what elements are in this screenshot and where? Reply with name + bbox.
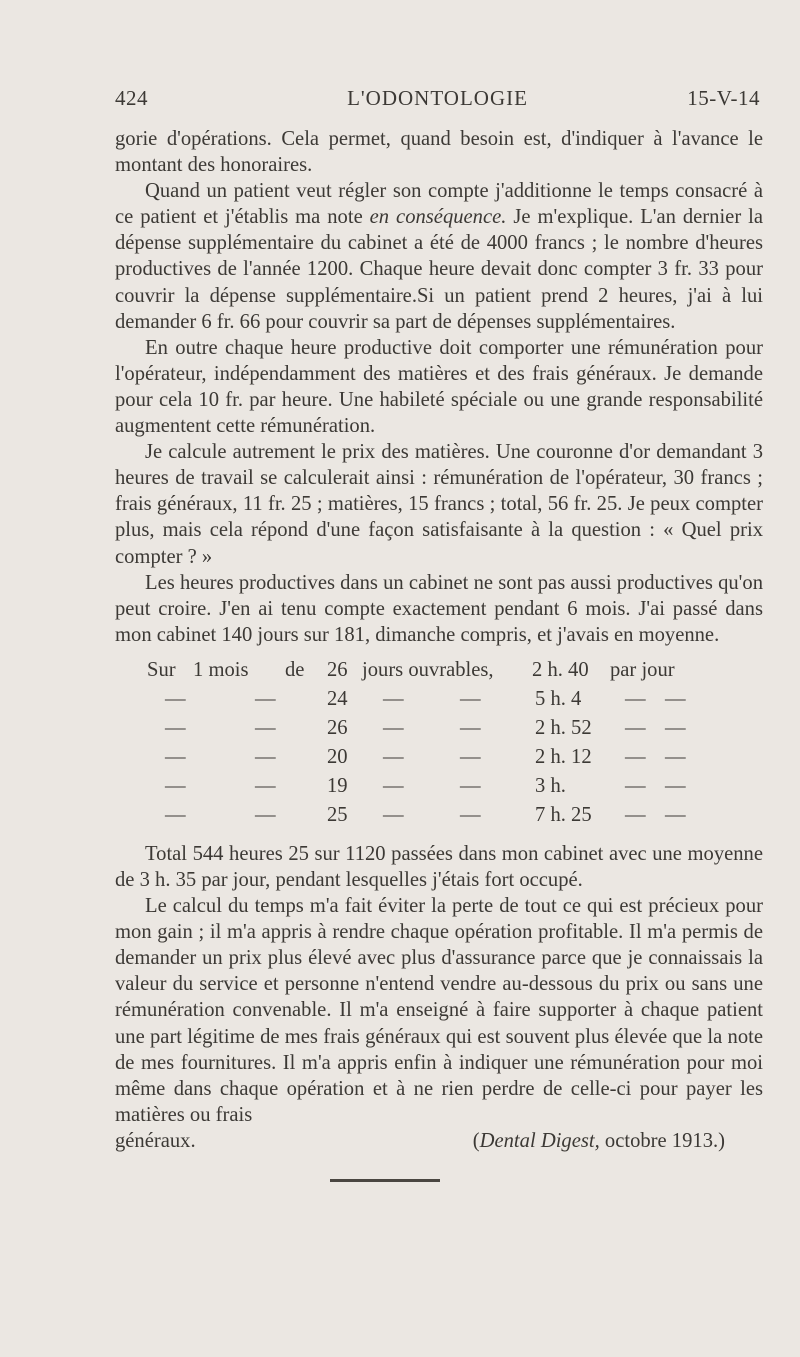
table-row: — — 25 — — 7 h. 25 — — — [165, 803, 686, 826]
source-citation: (Dental Digest, octobre 1913.) — [472, 1129, 725, 1152]
closing-word: généraux. — [115, 1129, 196, 1152]
paragraph-6: Total 544 heures 25 sur 1120 passées dans mon cabinet avec une moyenne de 3 h. 35 par jour, pendant lesquelles j'étais fort occupé. — [115, 842, 763, 891]
paragraph-1: gorie d'opérations. Cela permet, quand besoin est, d'indiquer à l'avance le montant des honoraires. — [115, 128, 763, 177]
source-title: Dental Digest, — [479, 1129, 600, 1152]
page-number: 424 — [115, 86, 148, 110]
paragraph-4: Je calcule autrement le prix des matières. Une couronne d'or demandant 3 heures de travail se calculerait ainsi : rémunération de l'opérateur, 30 francs ; frais généraux, 11 fr. 25 ; matières, 15 francs ; total, 56 fr. 25. Je peux compter plus, mais cela répond d'une façon satisfaisante à la question : « Quel prix compter ? » — [115, 441, 763, 568]
paragraph-5: Les heures productives dans un cabinet ne sont pas aussi productives qu'on peut croire. J'en ai tenu compte exactement pendant 6 mois. J'ai passé dans mon cabinet 140 jours sur 181, dimanche compris, et j'avais en moyenne. — [115, 571, 763, 646]
end-rule — [330, 1179, 440, 1182]
table-row: — — 19 — — 3 h. — — — [165, 774, 686, 797]
issue-date: 15-V-14 — [687, 86, 760, 110]
hours-table — [115, 657, 763, 831]
table-row: Sur 1 mois de 26 jours ouvrables, 2 h. 40 par jour — [147, 658, 675, 681]
table-row: — — 20 — — 2 h. 12 — — — [165, 745, 686, 768]
closing-line — [115, 1128, 763, 1154]
running-header — [115, 86, 760, 114]
table-row: — — 24 — — 5 h. 4 — — — [165, 687, 686, 710]
journal-title: L'ODONTOLOGIE — [347, 86, 528, 110]
table-row: — — 26 — — 2 h. 52 — — — [165, 716, 686, 739]
article-body — [115, 126, 763, 1154]
italic-phrase: en conséquence. — [369, 206, 507, 229]
paragraph-2: Quand un patient veut régler son compte j'additionne le temps consacré à ce patient et j'établis ma note en conséquence. Je m'explique. L'an dernier la dépense supplémentaire du cabinet a été de 4000 francs ; le nombre d'heures productives de l'année 1200. Chaque heure devait donc compter 3 fr. 33 pour couvrir la dépense supplémentaire.Si un patient prend 2 heures, j'ai à lui demander 6 fr. 66 pour couvrir sa part de dépenses supplémentaires. — [115, 180, 763, 333]
paragraph-7: Le calcul du temps m'a fait éviter la perte de tout ce qui est précieux pour mon gain ; il m'a appris à rendre chaque opération profitable. Il m'a permis de demander un prix plus élevé avec plus d'assurance parce que je connaissais la valeur du service et personne n'entend vendre au-dessous du prix ou sans une rémunération convenable. Il m'a enseigné à faire supporter à chaque patient une part légitime de mes frais généraux qui est souvent plus élevée que la note de mes fournitures. Il m'a appris enfin à indiquer une rémunération pour moi même dans chaque opération et à ne rien perdre de celle-ci pour payer les matières ou frais — [115, 895, 763, 1126]
paragraph-3: En outre chaque heure productive doit comporter une rémunération pour l'opérateur, indépendamment des matières et des frais généraux. Je demande pour cela 10 fr. par heure. Une habileté spéciale ou une grande responsabilité augmentent cette rémunération. — [115, 336, 763, 438]
